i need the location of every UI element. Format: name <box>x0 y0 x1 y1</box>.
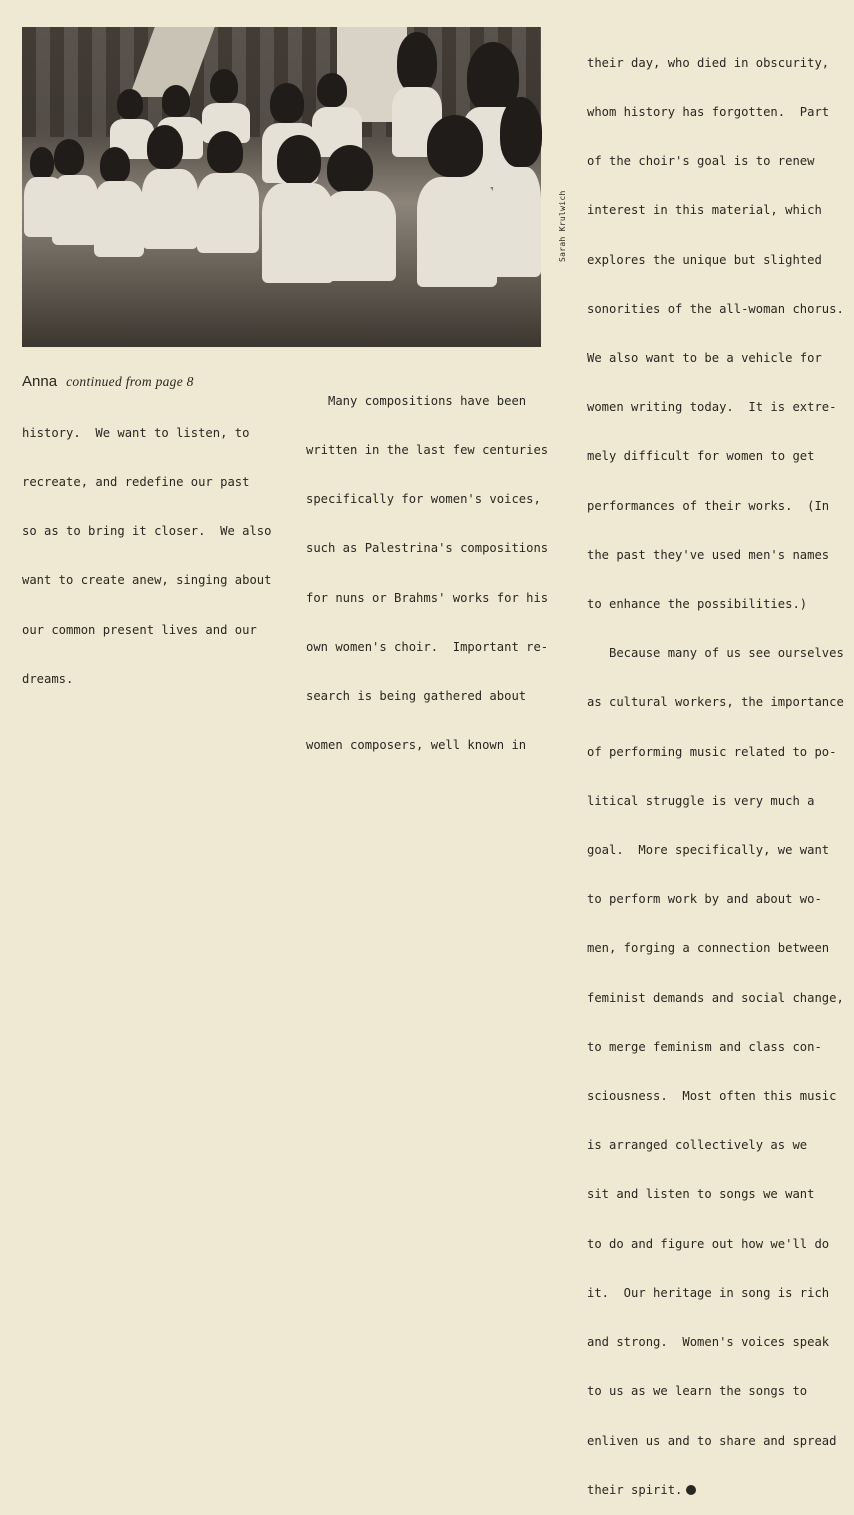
text-column-right <box>587 22 844 1515</box>
singer-shirt <box>94 181 144 257</box>
text-line: sciousness. Most often this music <box>587 1089 837 1104</box>
singer-head <box>210 69 238 103</box>
text-line: their spirit. <box>587 1482 683 1497</box>
text-line: men, forging a connection between <box>587 941 830 956</box>
text-column-left <box>22 392 271 704</box>
text-line: women writing today. It is extre- <box>587 400 837 415</box>
singer-shirt <box>492 167 541 277</box>
text-line: want to create anew, singing about <box>22 573 272 588</box>
text-line: to us as we learn the songs to <box>587 1384 808 1399</box>
end-bullet-icon <box>686 1485 696 1495</box>
text-line: as cultural workers, the importance <box>587 695 844 710</box>
text-line: to do and figure out how we'll do <box>587 1236 830 1251</box>
text-line: We also want to be a vehicle for <box>587 351 822 366</box>
text-line: feminist demands and social change, <box>587 990 844 1005</box>
article-author-name: Anna <box>22 373 58 390</box>
text-line: such as Palestrina's compositions <box>306 541 549 556</box>
singer-head <box>54 139 84 175</box>
text-line: is arranged collectively as we <box>587 1138 808 1153</box>
photo-credit: Sarah Krulwich <box>558 190 567 262</box>
choir-photo <box>22 27 541 347</box>
singer-head <box>317 73 347 107</box>
singer-shirt <box>197 173 259 253</box>
text-line: for nuns or Brahms' works for his <box>306 590 549 605</box>
text-line: to enhance the possibilities.) <box>587 597 808 612</box>
text-line: history. We want to listen, to <box>22 425 250 440</box>
article-heading <box>22 372 194 390</box>
singer-head <box>147 125 183 169</box>
singer-head <box>397 32 437 92</box>
continued-note: continued from page 8 <box>66 374 194 389</box>
singer-head <box>327 145 373 193</box>
text-line: Because many of us see ourselves <box>587 646 844 661</box>
singer-head <box>427 115 483 177</box>
text-line: performances of their works. (In <box>587 498 830 513</box>
text-line: specifically for women's voices, <box>306 492 541 507</box>
singer-head <box>117 89 143 119</box>
text-line: so as to bring it closer. We also <box>22 524 272 539</box>
text-line-last <box>587 1482 844 1498</box>
text-line: and strong. Women's voices speak <box>587 1335 830 1350</box>
text-line: mely difficult for women to get <box>587 449 815 464</box>
text-line: litical struggle is very much a <box>587 793 815 808</box>
text-line: of performing music related to po- <box>587 744 837 759</box>
singer-head <box>500 97 542 167</box>
text-line: Many compositions have been <box>306 393 527 408</box>
singer-shirt <box>142 169 198 249</box>
singer-shirt <box>417 177 497 287</box>
singer-head <box>270 83 304 123</box>
text-line: enliven us and to share and spread <box>587 1433 837 1448</box>
text-line: explores the unique but slighted <box>587 252 822 267</box>
text-line: own women's choir. Important re- <box>306 639 549 654</box>
text-line: their day, who died in obscurity, <box>587 55 830 70</box>
singer-head <box>30 147 54 179</box>
singer-shirt <box>52 175 98 245</box>
singer-head <box>207 131 243 173</box>
text-line: sonorities of the all-woman chorus. <box>587 301 844 316</box>
text-line: of the choir's goal is to renew <box>587 154 815 169</box>
text-line: sit and listen to songs we want <box>587 1187 815 1202</box>
text-line: the past they've used men's names <box>587 547 830 562</box>
text-line: it. Our heritage in song is rich <box>587 1285 830 1300</box>
text-column-middle <box>306 360 548 770</box>
text-line: written in the last few centuries <box>306 443 549 458</box>
singer-shirt <box>322 191 396 281</box>
text-line: recreate, and redefine our past <box>22 475 250 490</box>
text-line: to merge feminism and class con- <box>587 1039 822 1054</box>
singer-head <box>100 147 130 183</box>
singer-head <box>162 85 190 117</box>
singer-head <box>277 135 321 185</box>
text-line: women composers, well known in <box>306 738 527 753</box>
text-line: interest in this material, which <box>587 203 822 218</box>
text-line: goal. More specifically, we want <box>587 843 830 858</box>
text-line: to perform work by and about wo- <box>587 892 822 907</box>
text-line: search is being gathered about <box>306 689 527 704</box>
text-line: whom history has forgotten. Part <box>587 105 830 120</box>
text-line: dreams. <box>22 671 74 686</box>
text-line: our common present lives and our <box>22 622 257 637</box>
